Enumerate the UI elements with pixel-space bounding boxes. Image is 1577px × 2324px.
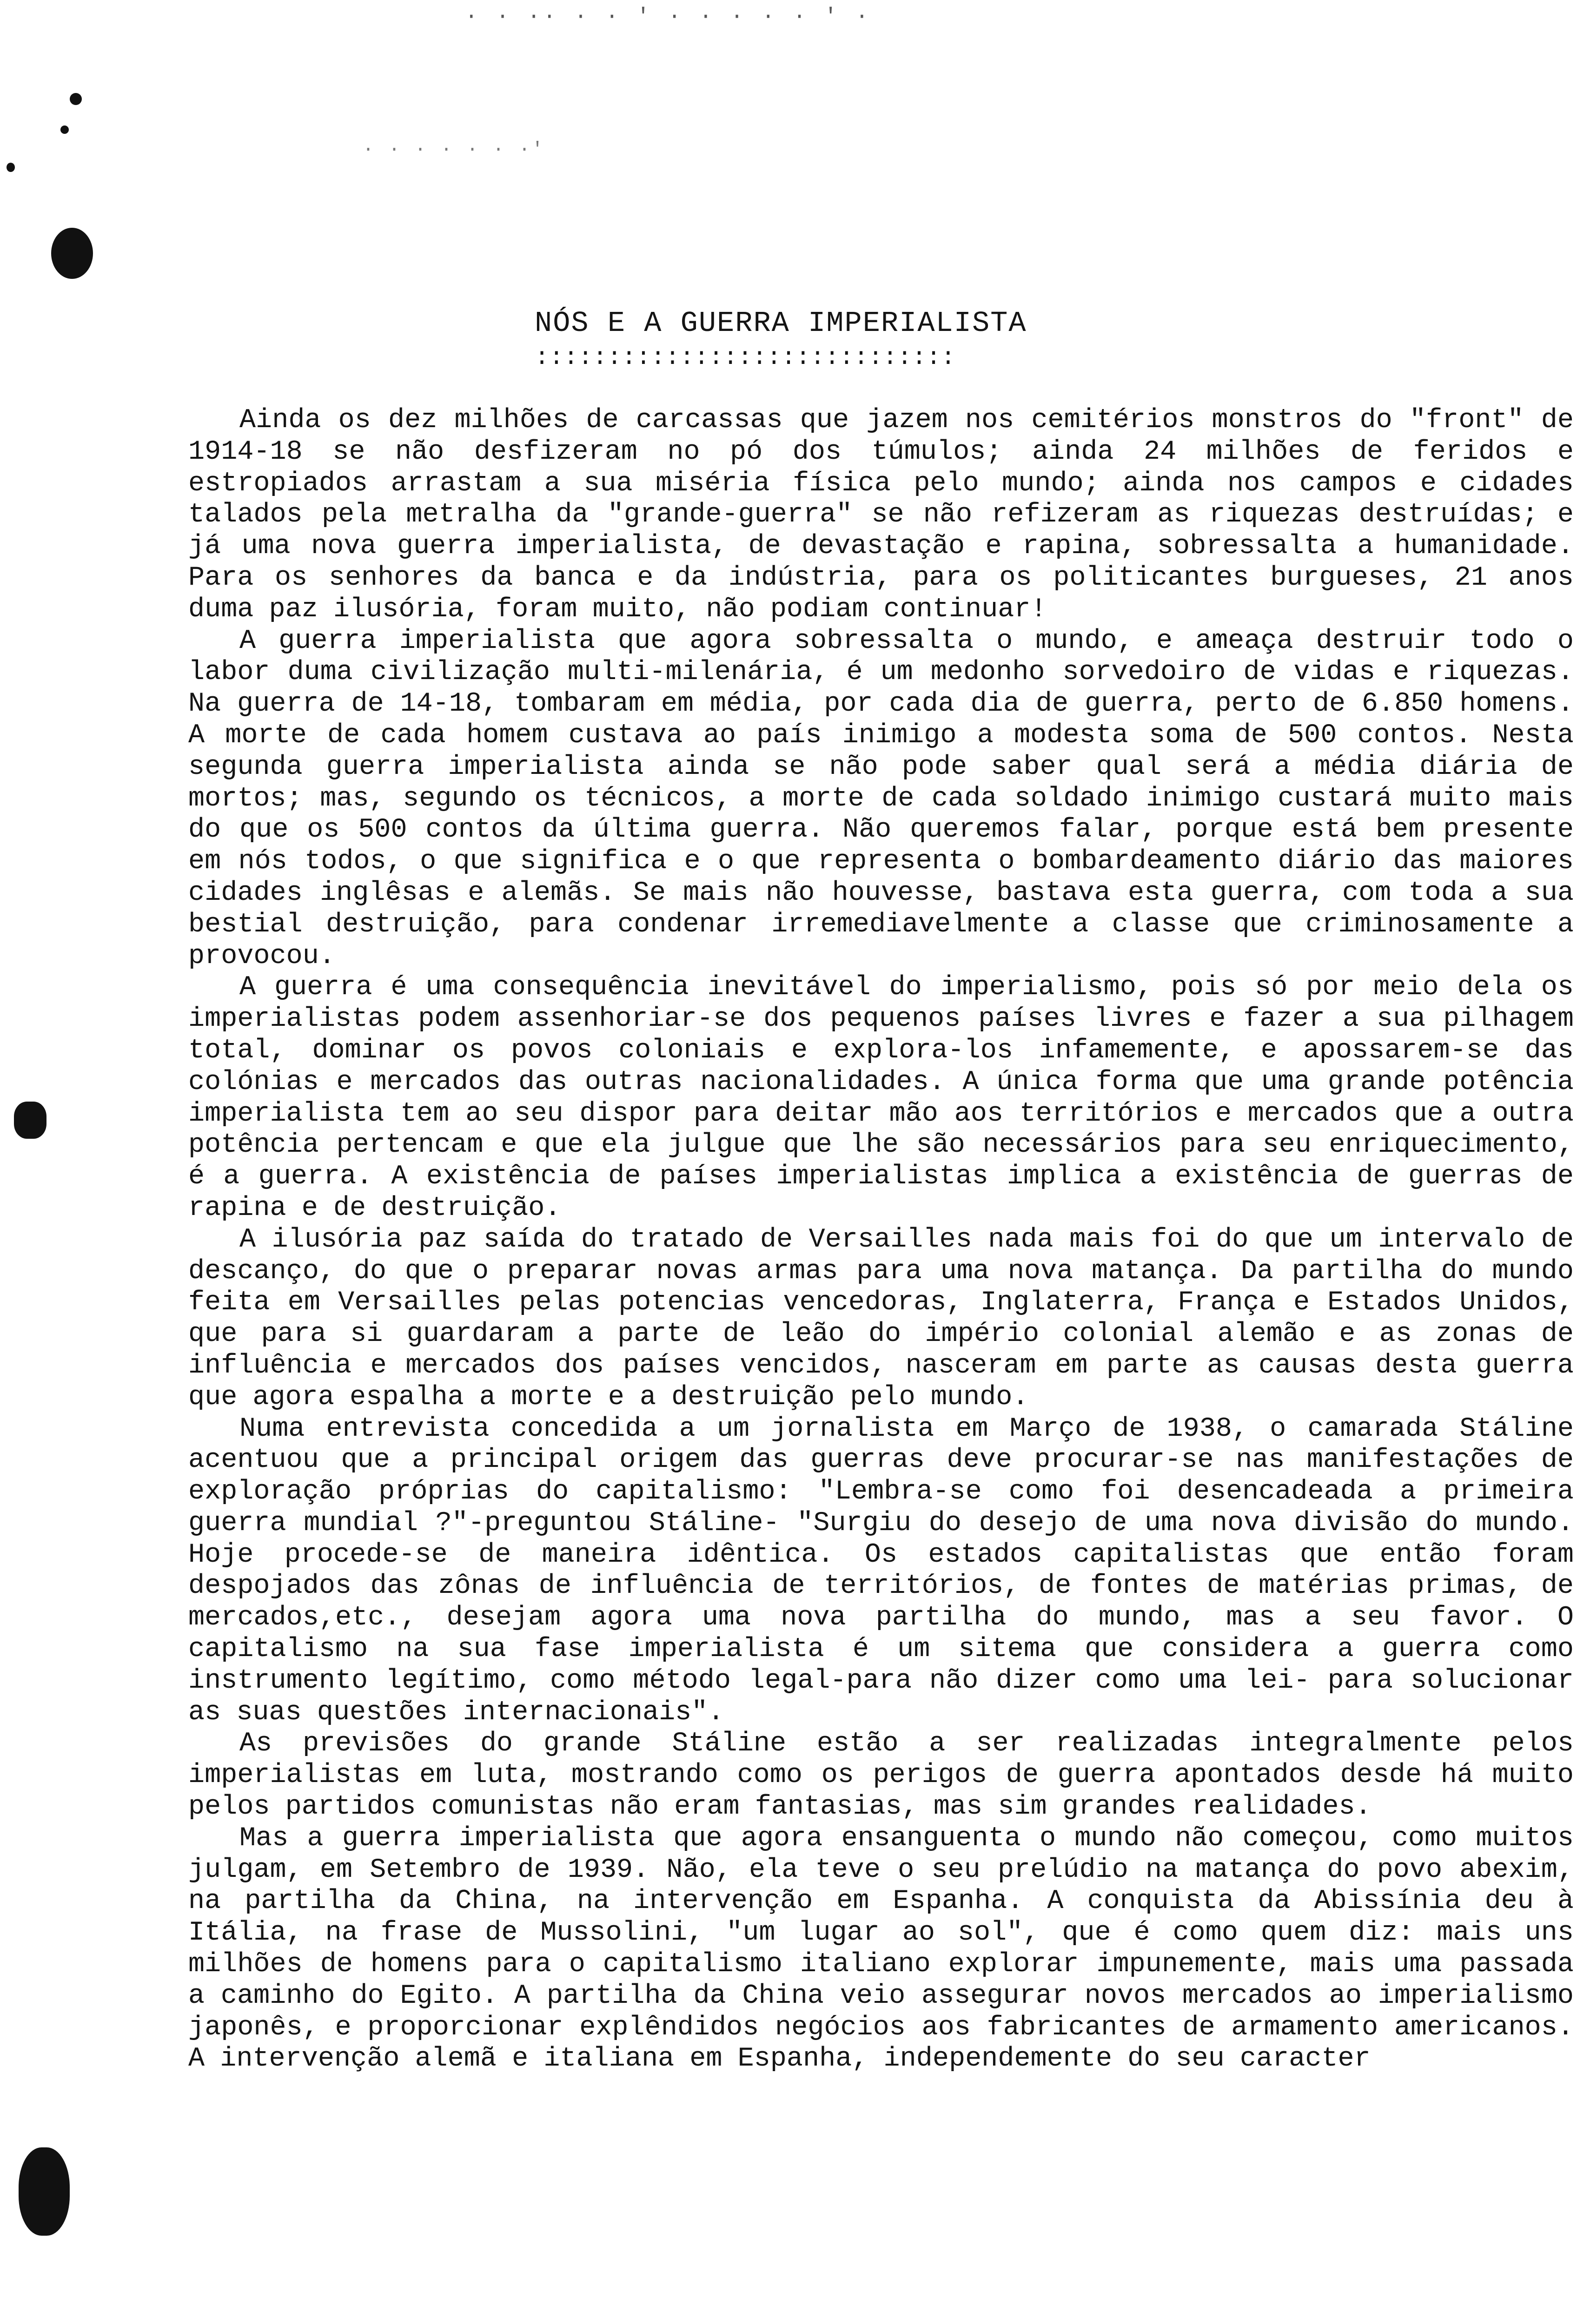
paragraph: A guerra é uma consequência inevitável do imperialismo, pois só por meio dela os imperialistas podem assenhoriar-se dos pequenos países livres e fazer a sua pilhagem total, dominar os povos coloniais e explora-los infamemente, e apossarem-se das colónias e mercados das outras nacionalidades. A única forma que uma grande potência imperialista tem ao seu dispor para deitar mão aos territórios e mercados que a outra potência pertencam e que ela julgue que lhe são necessários para seu enriquecimento, é a guerra. A existência de países imperialistas implica a existência de guerras de rapina e de destruição. xyxy=(188,971,1574,1223)
paragraph: A ilusória paz saída do tratado de Versailles nada mais foi do que um intervalo de descanço, do que o preparar novas armas para uma nova matança. Da partilha do mundo feita em Versailles pelas potencias vencedoras, Inglaterra, França e Estados Unidos, que para si guardaram a parte de leão do império colonial alemão e as zonas de influência e mercados dos países vencidos, nasceram em parte as causas desta guerra que agora espalha a morte e a destruição pelo mundo. xyxy=(188,1223,1574,1413)
ink-blot-3 xyxy=(7,163,15,172)
ink-blot-1 xyxy=(70,93,82,105)
document-body xyxy=(188,404,1574,2101)
ink-blot-5 xyxy=(14,1102,46,1139)
paragraph: A guerra imperialista que agora sobressalta o mundo, e ameaça destruir todo o labor duma civilização multi-milenária, é um medonho sorvedoiro de vidas e riquezas. Na guerra de 14-18, tombaram em média, por cada dia de guerra, perto de 6.850 homens. A morte de cada homem custava ao país inimigo a modesta soma de 500 contos. Nesta segunda guerra imperialista ainda se não pode saber qual será a média diária de mortos; mas, segundo os técnicos, a morte de cada soldado inimigo custará muito mais do que os 500 contos da última guerra. Não queremos falar, porque está bem presente em nós todos, o que significa e o que representa o bombardeamento diário das maiores cidades inglêsas e alemãs. Se mais não houvesse, bastava esta guerra, com toda a sua bestial destruição, para condenar irremediavelmente a classe que criminosamente a provocou. xyxy=(188,625,1574,971)
page-title: NÓS E A GUERRA IMPERIALISTA xyxy=(535,307,1027,340)
paragraph: Numa entrevista concedida a um jornalista em Março de 1938, o camarada Stáline acentuou que a principal origem das guerras deve procurar-se nas manifestações de exploração próprias do capitalismo: "Lembra-se como foi desencadeada a primeira guerra mundial ?"-preguntou Stáline- "Surgiu do desejo de uma nova divisão do mundo. Hoje procede-se de maneira idêntica. Os estados capitalistas que então foram despojados das zônas de influência de territórios, de fontes de matérias primas, de mercados,etc., desejam agora uma nova partilha do mundo, mas a seu favor. O capitalismo na sua fase imperialista é um sitema que considera a guerra como instrumento legítimo, como método legal-para não dizer como uma lei- para solucionar as suas questões internacionais". xyxy=(188,1413,1574,1728)
title-underline: ::::::::::::::::::::::::::::: xyxy=(535,344,955,371)
paragraph: Mas a guerra imperialista que agora ensanguenta o mundo não começou, como muitos julgam, em Setembro de 1939. Não, ela teve o seu prelúdio na matança do povo abexim, na partilha da China, na intervenção em Espanha. A conquista da Abissínia deu à Itália, na frase de Mussolini, "um lugar ao sol", que é como quem diz: mais uns milhões de homens para o capitalismo italiano explorar impunemente, mais uma passada a caminho do Egito. A partilha da China veio assegurar novos mercados ao imperialismo japonês, e proporcionar explêndidos negócios aos fabricantes de armamento americanos. A intervenção alemã e italiana em Espanha, independemente do seu caracter xyxy=(188,1822,1574,2074)
header-marks: · · ·· · · ' · · · · · ' · xyxy=(465,5,871,29)
header-marks-second: · · · · · · ·' xyxy=(363,139,545,160)
ink-blot-2 xyxy=(60,125,69,134)
ink-blot-4 xyxy=(51,228,93,279)
ink-blot-6 xyxy=(19,2147,70,2236)
paragraph: As previsões do grande Stáline estão a ser realizadas integralmente pelos imperialistas em luta, mostrando como os perigos de guerra apontados desde há muito pelos partidos comunistas não eram fantasias, mas sim grandes realidades. xyxy=(188,1728,1574,1822)
paragraph: Ainda os dez milhões de carcassas que jazem nos cemitérios monstros do "front" de 1914-18 se não desfizeram no pó dos túmulos; ainda 24 milhões de feridos e estropiados arrastam a sua miséria física pelo mundo; ainda nos campos e cidades talados pela metralha da "grande-guerra" se não refizeram as riquezas destruídas; e já uma nova guerra imperialista, de devastação e rapina, sobressalta a humanidade. Para os senhores da banca e da indústria, para os politicantes burgueses, 21 anos duma paz ilusória, foram muito, não podiam continuar! xyxy=(188,404,1574,625)
